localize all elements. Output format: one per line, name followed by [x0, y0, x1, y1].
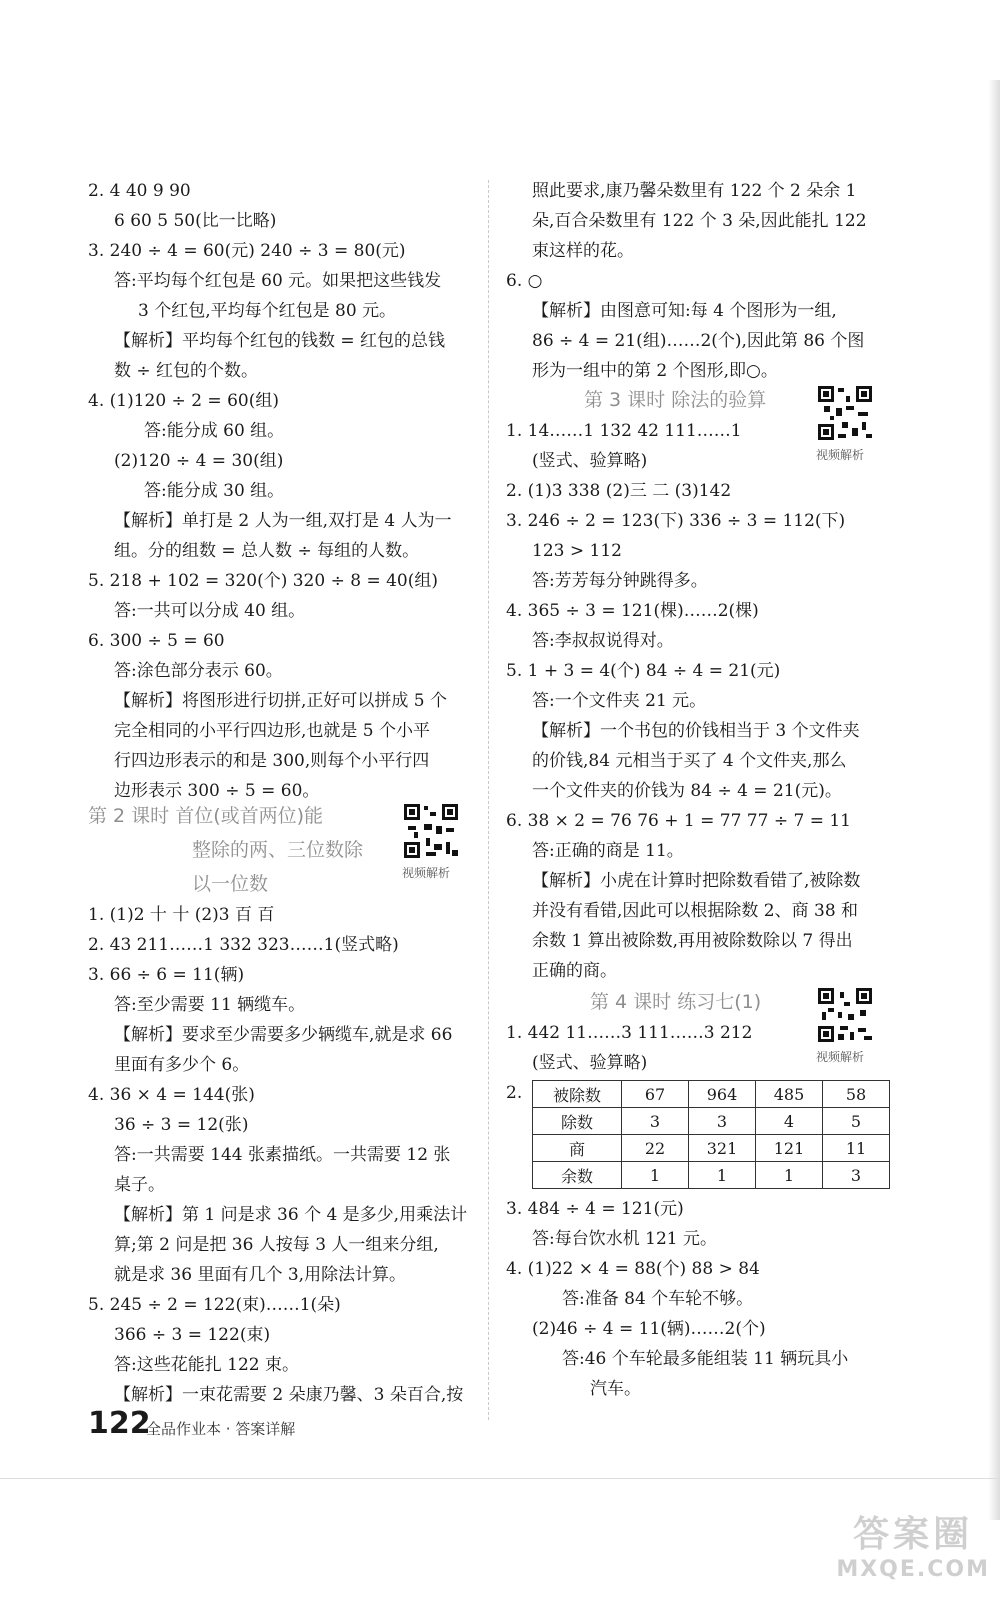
answer-line: (2)46 ÷ 4 = 11(辆)……2(个)	[532, 1319, 766, 1339]
lesson-2-heading-line3: 以一位数	[192, 873, 269, 895]
lesson-4-heading: 第 4 课时 练习七(1)	[590, 991, 762, 1013]
site-watermark	[836, 1506, 990, 1582]
analysis-line: 一个文件夹的价钱为 84 ÷ 4 = 21(元)。	[532, 781, 842, 801]
analysis-line: 正确的商。	[532, 961, 617, 981]
table-row	[533, 1135, 890, 1162]
answer-line: 答:涂色部分表示 60。	[114, 661, 283, 681]
answer-line: 2. 43 211……1 332 323……1(竖式略)	[88, 935, 399, 955]
watermark-logo-text: 答案圈	[853, 1514, 974, 1555]
answer-line: 36 ÷ 3 = 12(张)	[114, 1115, 249, 1135]
table-cell: 11	[823, 1135, 890, 1162]
analysis-line: 【解析】将图形进行切拼,正好可以拼成 5 个	[114, 691, 448, 711]
analysis-line: 朵,百合朵数里有 122 个 3 朵,因此能扎 122	[532, 211, 867, 231]
analysis-line: 的价钱,84 元相当于买了 4 个文件夹,那么	[532, 751, 847, 771]
analysis-line: 【解析】单打是 2 人为一组,双打是 4 人为一	[114, 511, 452, 531]
answer-line: 答:能分成 60 组。	[144, 421, 285, 441]
answer-line: 6. 38 × 2 = 76 76 + 1 = 77 77 ÷ 7 = 11	[506, 811, 851, 831]
lesson-2-heading: 第 2 课时 首位(或首两位)能	[88, 805, 324, 827]
answer-line: 答:平均每个红包是 60 元。如果把这些钱发	[114, 271, 442, 291]
analysis-line: 完全相同的小平行四边形,也就是 5 个小平	[114, 721, 431, 741]
analysis-line: 并没有看错,因此可以根据除数 2、商 38 和	[532, 901, 859, 921]
analysis-line: 【解析】一束花需要 2 朵康乃馨、3 朵百合,按	[114, 1385, 464, 1405]
analysis-line: 【解析】由图意可知:每 4 个图形为一组,	[532, 301, 837, 321]
analysis-line: 形为一组中的第 2 个图形,即○。	[532, 361, 778, 381]
page-edge-shadow	[988, 80, 1000, 1520]
table-cell: 121	[756, 1135, 823, 1162]
answer-line: 1. 14……1 132 42 111……1	[506, 421, 742, 441]
qr-code-icon[interactable]	[402, 802, 460, 860]
table-cell: 商	[533, 1135, 622, 1162]
answer-line: (竖式、验算略)	[532, 1053, 648, 1073]
table-row	[533, 1108, 890, 1135]
qr-label: 视频解析	[402, 866, 451, 880]
answer-line: 答:这些花能扎 122 束。	[114, 1355, 299, 1375]
table-cell: 1	[622, 1162, 689, 1189]
qr-code-icon[interactable]	[816, 384, 874, 442]
analysis-line: 里面有多少个 6。	[114, 1055, 250, 1075]
analysis-line: 就是求 36 里面有几个 3,用除法计算。	[114, 1265, 407, 1285]
answer-line: 3. 484 ÷ 4 = 121(元)	[506, 1199, 684, 1219]
answer-line: 答:46 个车轮最多能组装 11 辆玩具小	[562, 1349, 849, 1369]
answer-line: (竖式、验算略)	[532, 451, 648, 471]
division-table	[532, 1080, 890, 1189]
answer-line: 3. 240 ÷ 4 = 60(元) 240 ÷ 3 = 80(元)	[88, 241, 406, 261]
analysis-line: 组。分的组数 = 总人数 ÷ 每组的人数。	[114, 541, 420, 561]
table-cell: 1	[689, 1162, 756, 1189]
answer-line: 答:一共需要 144 张素描纸。一共需要 12 张	[114, 1145, 451, 1165]
table-cell: 3	[689, 1108, 756, 1135]
answer-line: 123 > 112	[532, 541, 622, 561]
qr-code-icon[interactable]	[816, 986, 874, 1044]
lesson-2-heading-line2: 整除的两、三位数除	[192, 839, 364, 861]
answer-line: 4. (1)22 × 4 = 88(个) 88 > 84	[506, 1259, 760, 1279]
answer-line: 5. 1 + 3 = 4(个) 84 ÷ 4 = 21(元)	[506, 661, 781, 681]
footer-rule	[0, 1478, 1000, 1479]
answer-line: 5. 245 ÷ 2 = 122(束)……1(朵)	[88, 1295, 341, 1315]
answer-line: 6. 300 ÷ 5 = 60	[88, 631, 225, 651]
table-cell: 余数	[533, 1162, 622, 1189]
answer-line: 答:芳芳每分钟跳得多。	[532, 571, 708, 591]
answer-line: 3. 246 ÷ 2 = 123(下) 336 ÷ 3 = 112(下)	[506, 511, 846, 531]
answer-line: 1. (1)2 十 十 (2)3 百 百	[88, 905, 275, 925]
answer-line: 366 ÷ 3 = 122(束)	[114, 1325, 271, 1345]
analysis-line: 【解析】小虎在计算时把除数看错了,被除数	[532, 871, 861, 891]
answer-line: 5. 218 + 102 = 320(个) 320 ÷ 8 = 40(组)	[88, 571, 439, 591]
analysis-line: 行四边形表示的和是 300,则每个小平行四	[114, 751, 430, 771]
analysis-line: 86 ÷ 4 = 21(组)……2(个),因此第 86 个图	[532, 331, 865, 351]
book-title: 全品作业本 · 答案详解	[146, 1420, 296, 1438]
analysis-line: 【解析】要求至少需要多少辆缆车,就是求 66	[114, 1025, 453, 1045]
table-cell: 4	[756, 1108, 823, 1135]
watermark-domain: MXQE.COM	[836, 1557, 990, 1582]
answer-line: 答:一个文件夹 21 元。	[532, 691, 707, 711]
answer-line: 答:每台饮水机 121 元。	[532, 1229, 717, 1249]
answer-line: 2. 4 40 9 90	[88, 181, 191, 201]
answer-line: 桌子。	[114, 1175, 165, 1195]
table-cell: 1	[756, 1162, 823, 1189]
table-cell: 964	[689, 1081, 756, 1108]
answer-line: 6. ○	[506, 271, 543, 291]
analysis-line: 束这样的花。	[532, 241, 634, 261]
answer-line: 汽车。	[590, 1379, 641, 1399]
table-row	[533, 1162, 890, 1189]
analysis-line: 算;第 2 问是把 36 人按每 3 人一组来分组,	[114, 1235, 439, 1255]
answer-line: 6 60 5 50(比一比略)	[114, 211, 277, 231]
table-cell: 5	[823, 1108, 890, 1135]
table-cell: 除数	[533, 1108, 622, 1135]
table-cell: 58	[823, 1081, 890, 1108]
analysis-line: 【解析】一个书包的价钱相当于 3 个文件夹	[532, 721, 860, 741]
analysis-line: 【解析】第 1 问是求 36 个 4 是多少,用乘法计	[114, 1205, 468, 1225]
analysis-line: 边形表示 300 ÷ 5 = 60。	[114, 781, 320, 801]
answer-line: 2.	[506, 1083, 523, 1103]
table-cell: 被除数	[533, 1081, 622, 1108]
answer-line: 1. 442 11……3 111……3 212	[506, 1023, 753, 1043]
table-cell: 3	[622, 1108, 689, 1135]
lesson-3-heading: 第 3 课时 除法的验算	[584, 389, 767, 411]
table-cell: 22	[622, 1135, 689, 1162]
answer-line: 答:至少需要 11 辆缆车。	[114, 995, 306, 1015]
table-cell: 67	[622, 1081, 689, 1108]
answer-line: 3. 66 ÷ 6 = 11(辆)	[88, 965, 245, 985]
analysis-line: 余数 1 算出被除数,再用被除数除以 7 得出	[532, 931, 853, 951]
table-cell: 485	[756, 1081, 823, 1108]
analysis-line: 照此要求,康乃馨朵数里有 122 个 2 朵余 1	[532, 181, 857, 201]
table-cell: 3	[823, 1162, 890, 1189]
page-number: 122	[88, 1406, 151, 1441]
column-divider	[488, 180, 489, 1420]
answer-line: 3 个红包,平均每个红包是 80 元。	[138, 301, 397, 321]
answer-line: 答:正确的商是 11。	[532, 841, 684, 861]
table-cell: 321	[689, 1135, 756, 1162]
answer-line: 4. 365 ÷ 3 = 121(棵)……2(棵)	[506, 601, 759, 621]
answer-line: 答:准备 84 个车轮不够。	[562, 1289, 754, 1309]
analysis-line: 数 ÷ 红包的个数。	[114, 361, 259, 381]
qr-label: 视频解析	[816, 448, 865, 462]
answer-line: 答:李叔叔说得对。	[532, 631, 674, 651]
answer-line: 4. (1)120 ÷ 2 = 60(组)	[88, 391, 279, 411]
analysis-line: 【解析】平均每个红包的钱数 = 红包的总钱	[114, 331, 446, 351]
answer-line: 答:能分成 30 组。	[144, 481, 285, 501]
qr-label: 视频解析	[816, 1050, 865, 1064]
answer-line: 答:一共可以分成 40 组。	[114, 601, 306, 621]
answer-line: 4. 36 × 4 = 144(张)	[88, 1085, 255, 1105]
table-row	[533, 1081, 890, 1108]
answer-line: (2)120 ÷ 4 = 30(组)	[114, 451, 284, 471]
answer-line: 2. (1)3 338 (2)三 二 (3)142	[506, 481, 732, 501]
